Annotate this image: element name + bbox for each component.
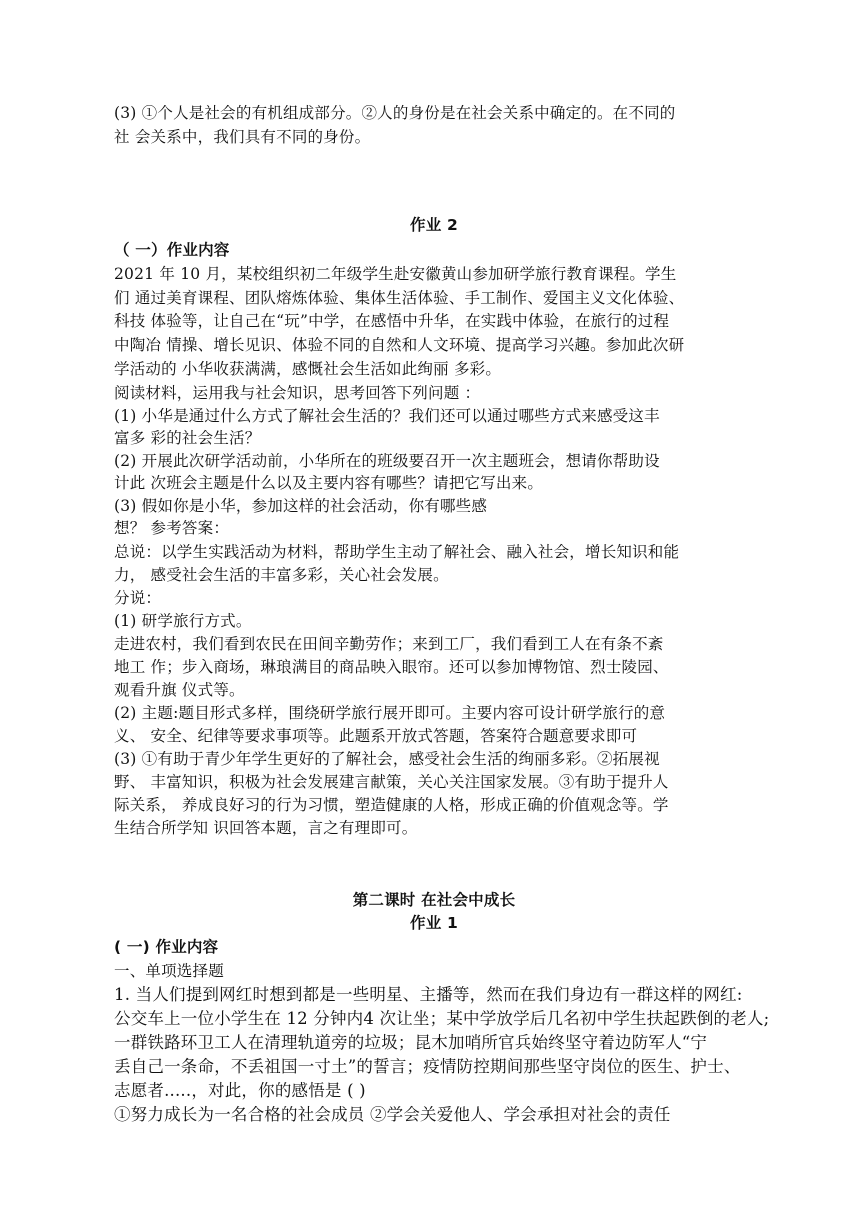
material-line-3: 科技 体验等，让自己在“玩”中学，在感悟中升华，在实践中体验，在旅行的过程 (114, 312, 670, 330)
question-text-line-2: 公交车上一位小学生在 12 分钟内4 次让坐；某中学放学后几名初中学生扶起跌倒的老人; (114, 1009, 770, 1028)
question-text-line-5: 志愿者.....，对此，你的感悟是 ( ) (114, 1081, 366, 1100)
single-choice-heading: 一、单项选择题 (114, 962, 224, 980)
question-text-line-4: 丢自己一条命，不丢祖国一寸土”的誓言；疫情防控期间那些坚守岗位的医生、护士、 (114, 1057, 741, 1076)
question-3-line-1: (3) 假如你是小华，参加这样的社会活动，你有哪些感 (114, 497, 488, 515)
question-1-line-1: (1) 小华是通过什么方式了解社会生活的？我们还可以通过哪些方式来感受这丰 (114, 407, 660, 425)
summary-line-2: 力， 感受社会生活的丰富多彩，关心社会发展。 (114, 566, 449, 584)
question-2-line-1: (2) 开展此次研学活动前，小华所在的班级要召开一次主题班会，想请你帮助设 (114, 452, 660, 470)
section-content-heading-2: ( 一) 作业内容 (114, 938, 219, 956)
question-1-line-2: 富多 彩的社会生活？ (114, 429, 261, 447)
question-text-line-3: 一群铁路环卫工人在清理轨道旁的垃圾；昆木加哨所官兵始终坚守着边防军人“宁 (114, 1033, 708, 1052)
answer-3-line-b: 野、 丰富知识，积极为社会发展建言献策，关心关注国家发展。③有助于提升人 (114, 773, 669, 791)
answer-1-line-2: 地工 作；步入商场，琳琅满目的商品映入眼帘。还可以参加博物馆、烈士陵园、 (114, 658, 669, 676)
question-3-line-2: 想？ 参考答案： (114, 519, 230, 537)
answer-2-line-1: (2) 主题:题目形式多样，围绕研学旅行展开即可。主要内容可设计研学旅行的意 (114, 704, 666, 722)
instruction-line: 阅读材料，运用我与社会知识，思考回答下列问题 ： (114, 384, 481, 402)
answer-2-line-2: 义、 安全、纪律等要求事项等。此题系开放式答题，答案符合题意要求即可 (114, 727, 638, 745)
material-line-4: 中陶冶 情操、增长见识、体验不同的自然和人文环境、提高学习兴趣。参加此次研 (114, 336, 685, 354)
answer-3-line-c: 际关系， 养成良好习的行为习惯，塑造健康的人格，形成正确的价值观念等。学 (114, 796, 669, 814)
answer-3-line-a: (3) ①有助于青少年学生更好的了解社会，感受社会生活的绚丽多彩。②拓展视 (114, 750, 660, 768)
material-line-1: 2021 年 10 月，某校组织初二年级学生赴安徽黄山参加研学旅行教育课程。学生 (114, 265, 677, 283)
homework-2-heading: 作业 2 (410, 216, 458, 234)
section-content-heading: （ 一）作业内容 (114, 241, 230, 259)
answer-1-heading: (1) 研学旅行方式。 (114, 612, 252, 630)
lesson-2-heading: 第二课时 在社会中成长 (352, 891, 516, 909)
option-line: ①努力成长为一名合格的社会成员 ②学会关爱他人、学会承担对社会的责任 (114, 1105, 671, 1124)
question-text-line-1: 1. 当人们提到网红时想到都是一些明星、主播等，然而在我们身边有一群这样的网红: (114, 985, 743, 1004)
detail-heading: 分说： (114, 589, 162, 607)
material-line-5: 学活动的 小华收获满满，感慨社会生活如此绚丽 多彩。 (114, 360, 502, 378)
material-line-2: 们 通过美育课程、团队熔炼体验、集体生活体验、手工制作、爱国主义文化体验、 (114, 289, 685, 307)
question-2-line-2: 计此 次班会主题是什么以及主要内容有哪些？请把它写出来。 (114, 474, 544, 492)
answer-3-line-2: 社 会关系中，我们具有不同的身份。 (114, 128, 371, 146)
answer-1-line-1: 走进农村，我们看到农民在田间辛勤劳作；来到工厂，我们看到工人在有条不紊 (114, 635, 664, 653)
answer-1-line-3: 观看升旗 仪式等。 (114, 681, 245, 699)
summary-line-1: 总说：以学生实践活动为材料，帮助学生主动了解社会、融入社会，增长知识和能 (114, 543, 680, 561)
answer-3-line-d: 生结合所学知 识回答本题，言之有理即可。 (114, 819, 418, 837)
homework-1-heading: 作业 1 (410, 914, 458, 932)
answer-3-line-1: (3) ①个人是社会的有机组成部分。②人的身份是在社会关系中确定的。在不同的 (114, 104, 676, 122)
